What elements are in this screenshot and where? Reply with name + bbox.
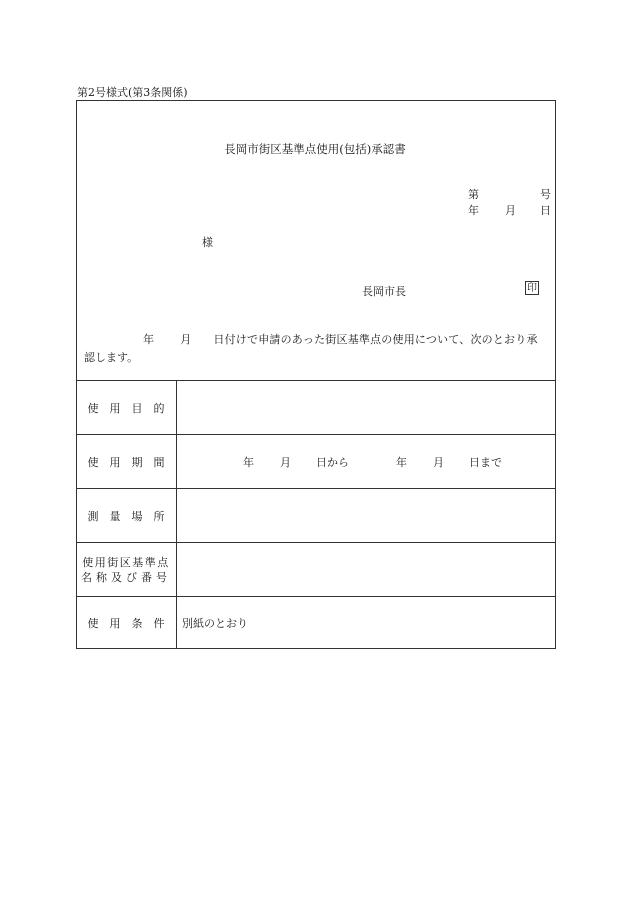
date-year-label: 年 (468, 204, 479, 217)
period-start-day: 日から (316, 455, 349, 469)
body-main-text: 日付けで申請のあった街区基準点の使用について、次のとおり承 (213, 333, 538, 346)
period-start-month: 月 (280, 455, 291, 469)
table-row-location (76, 488, 556, 542)
table-row-control-point (76, 542, 556, 596)
control-point-label-line1: 使用街区基準点 (82, 555, 170, 569)
control-point-value-cell[interactable] (182, 543, 556, 596)
body-month-label: 月 (180, 333, 192, 346)
control-point-label-line2: 名称及び番号 (81, 570, 171, 584)
table-row-conditions (76, 596, 556, 649)
conditions-value: 別紙のとおり (182, 617, 248, 630)
period-start-year: 年 (243, 455, 254, 469)
doc-number-suffix: 号 (540, 188, 551, 201)
form-number-label: 第2号様式(第3条関係) (77, 86, 188, 99)
date-day-label: 日 (540, 204, 551, 217)
body-year-label: 年 (143, 333, 155, 346)
location-label: 測量場所 (87, 509, 176, 523)
purpose-label-cell (76, 381, 177, 434)
purpose-value-cell[interactable] (182, 381, 556, 434)
period-end-month: 月 (433, 455, 444, 469)
doc-number-prefix: 第 (468, 188, 479, 201)
addressee-honorific: 様 (202, 236, 213, 249)
location-value-cell[interactable] (182, 489, 556, 542)
period-label: 使用期間 (87, 455, 176, 469)
period-end-day: 日まで (469, 455, 502, 469)
issuer-name: 長岡市長 (362, 285, 406, 298)
conditions-value-cell[interactable] (182, 597, 556, 649)
table-row-purpose (76, 380, 556, 434)
purpose-label: 使用目的 (87, 401, 176, 415)
seal-mark: 印 (527, 283, 537, 294)
conditions-label-cell (76, 597, 177, 649)
location-label-cell (76, 489, 177, 542)
date-month-label: 月 (505, 204, 516, 217)
period-end-year: 年 (396, 455, 407, 469)
table-row-period (76, 434, 556, 488)
period-label-cell (76, 435, 177, 488)
body-text-line2: 認します。 (84, 351, 139, 364)
control-point-label-cell (76, 543, 177, 596)
conditions-label: 使用条件 (87, 617, 176, 630)
body-text-line1 (143, 331, 538, 347)
document-title: 長岡市街区基準点使用(包括)承認書 (224, 142, 406, 156)
approval-table (76, 380, 556, 649)
